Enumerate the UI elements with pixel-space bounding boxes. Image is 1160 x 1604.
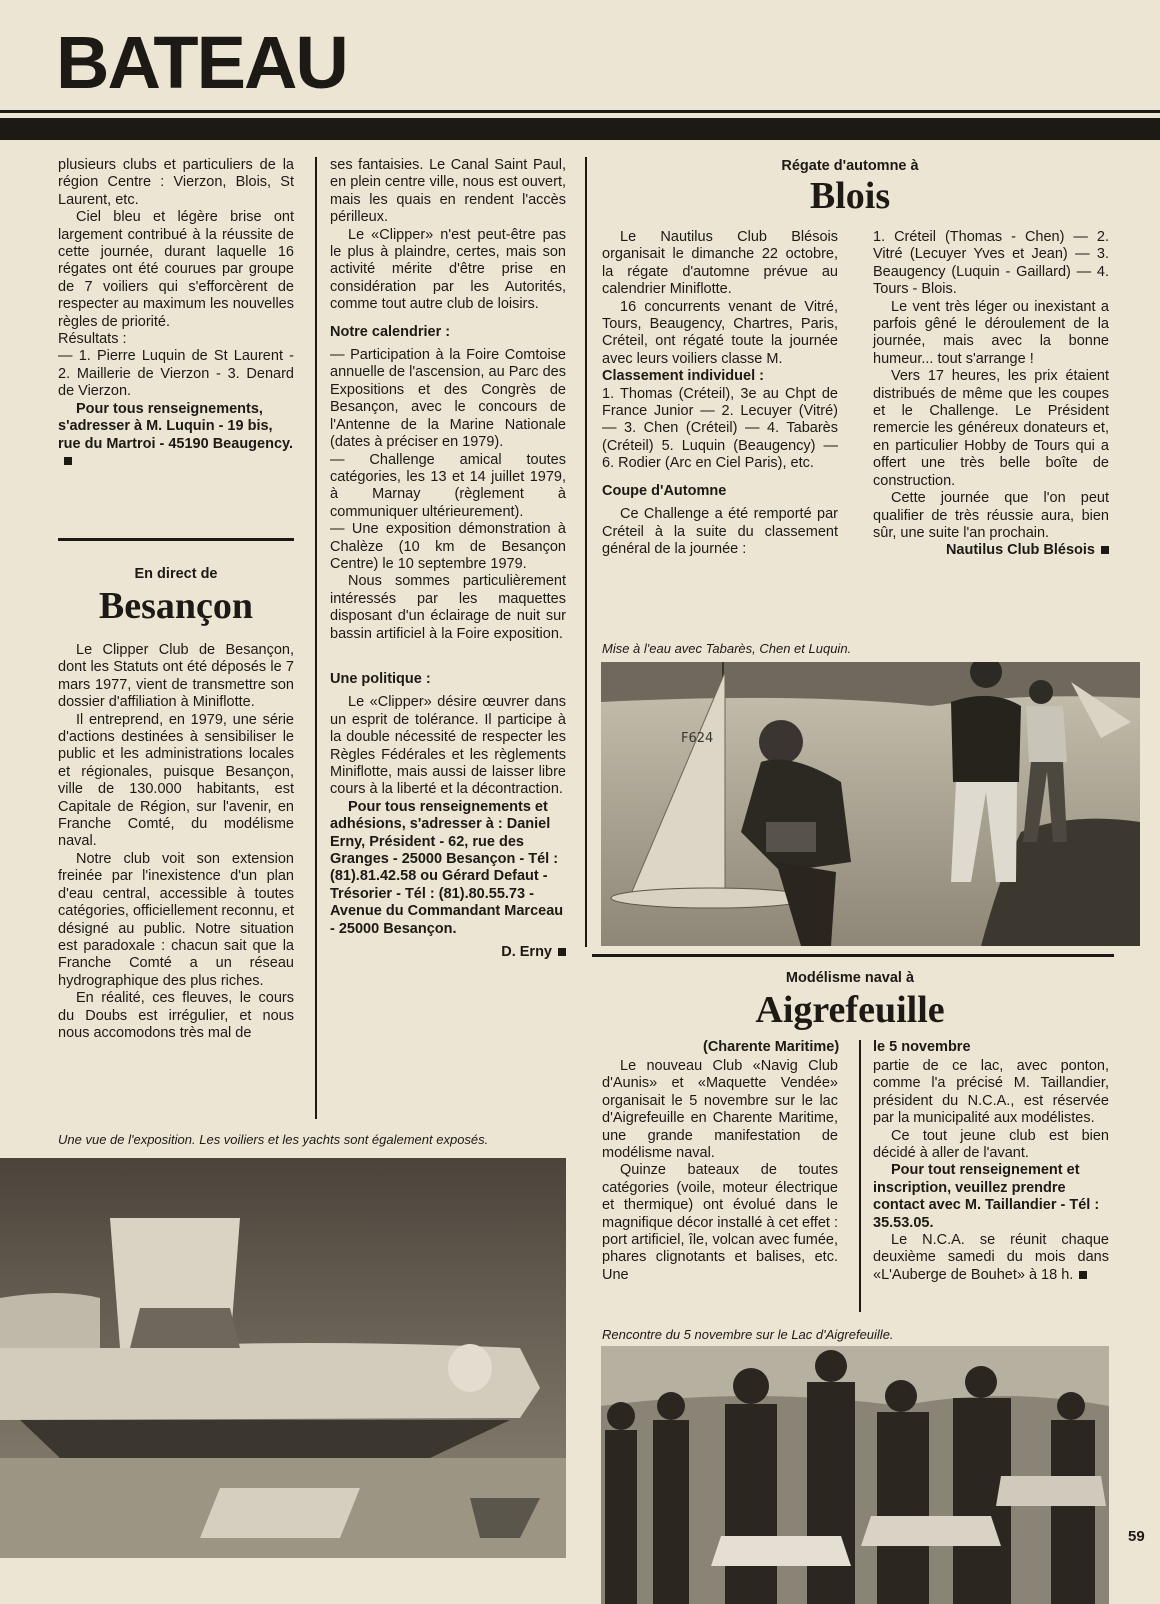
column-1-top (58, 157, 294, 470)
paragraph: Notre club voit son extension freinée par l'inexistence d'un plan d'eau central, accessible à toutes catégories, officiellement reconnu, et désigné au public. Notre situation est paradoxale : chacun sait que la Franche Comté a un réseau hydrographique des plus riches. (58, 850, 294, 989)
exhibition-photo (0, 1158, 566, 1558)
column-divider (859, 1040, 861, 1312)
subheading: Classement individuel : (602, 368, 764, 385)
paragraph: Le nouveau Club «Navig Club d'Aunis» et «Maquette Vendée» organisait le 5 novembre sur le lac d'Aigrefeuille en Charente Maritime, une grande manifestation de modélisme naval. (602, 1058, 838, 1162)
paragraph: Ce tout jeune club est bien décidé à aller de l'avant. (873, 1127, 1109, 1162)
paragraph: Le vent très léger ou inexistant a parfois gêné le déroulement de la journée, mais avec la bonne humeur... tout s'arrange ! (873, 298, 1109, 367)
sail-number: F624 (681, 731, 714, 746)
paragraph: 1. Thomas (Créteil), 3e au Chpt de France Junior — 2. Lecuyer (Vitré) — 3. Chen (Créteil) — 4. Tabarès (Créteil) 5. Luquin (Beaugency) — 6. Rodier (Arc en Ciel Paris), etc. (602, 385, 838, 472)
article-kicker: En direct de (134, 566, 218, 582)
end-mark-icon (64, 457, 72, 465)
article-title: Besançon (98, 585, 254, 627)
photo-caption: Rencontre du 5 novembre sur le Lac d'Aigrefeuille. (602, 1327, 894, 1342)
paragraph: Le N.C.A. se réunit chaque deuxième samedi du mois dans «L'Auberge de Bouhet» à 18 h. (873, 1232, 1109, 1283)
blois-column-left (602, 229, 838, 558)
page-number: 59 (1128, 1528, 1145, 1545)
paragraph: partie de ce lac, avec ponton, comme l'a précisé M. Taillandier, président du N.C.A., est réservée par la municipalité aux modélistes. (873, 1058, 1109, 1127)
divider (592, 954, 1114, 957)
article-title: Aigrefeuille (755, 989, 945, 1031)
section-title: BATEAU (56, 21, 347, 104)
paragraph: Résultats : (58, 331, 127, 348)
signature: D. Erny (330, 944, 566, 961)
paragraph: Il entreprend, en 1979, une série d'actions destinées à sensibiliser le public et les administrations locales et régionales, puisque Besançon, ville de 130.000 habitants, est Capitale de Région, sur l'avenir, en Franche Comté, du modélisme naval. (58, 711, 294, 850)
paragraph: Le «Clipper» désire œuvrer dans un esprit de tolérance. Il participe à la double nécessité de respecter les Règles Fédérales et les règlements Miniflotte, mais aussi de laisser libre cours à la liberté et la décontraction. (330, 694, 566, 798)
paragraph: Quinze bateaux de toutes catégories (voile, moteur électrique et thermique) ont évolué dans le magnifique décor installé à cet effet : port artificiel, île, volcan avec fumée, phares clignotants et balises, etc. Une (602, 1162, 838, 1283)
photo-caption: Une vue de l'exposition. Les voiliers et les yachts sont également exposés. (58, 1132, 489, 1147)
header-rule-thick (0, 118, 1160, 140)
paragraph: En réalité, ces fleuves, le cours du Doubs est irrégulier, et nous nous accomodons très mal de (58, 990, 294, 1041)
column-divider (315, 157, 317, 1119)
header-rule-thin (0, 110, 1160, 113)
regatta-photo (601, 662, 1140, 946)
article-subtitle: le 5 novembre (873, 1039, 971, 1055)
paragraph: Vers 17 heures, les prix étaient distribués de même que les coupes et le Challenge. Le Président remercie les généreux donateurs et, en particulier Hobby de Tours qui a offert une très belle boîte de construction. (873, 368, 1109, 489)
subheading: Une politique : (330, 670, 431, 687)
meeting-photo (601, 1346, 1109, 1604)
paragraph: 16 concurrents venant de Vitré, Tours, Beaugency, Chartres, Paris, Créteil, ont régaté toute la journée avec leurs voiliers classe M. (602, 298, 838, 367)
article-title: Blois (809, 175, 891, 217)
end-mark-icon (558, 948, 566, 956)
paragraph: Le «Clipper» n'est peut-être pas le plus à plaindre, certes, mais son activité mérite d'être prise en considération par les Autorités, comme tout autre club de loisirs. (330, 226, 566, 313)
paragraph: Ce Challenge a été remporté par Créteil à la suite du classement général de la journée : (602, 506, 838, 557)
column-1-bottom (58, 642, 294, 1042)
end-mark-icon (1079, 1271, 1087, 1279)
article-kicker: Régate d'automne à (781, 158, 919, 174)
paragraph: — Challenge amical toutes catégories, les 13 et 14 juillet 1979, à Marnay (règlement à communiquer ultérieurement). (330, 451, 566, 520)
aigrefeuille-column-left (602, 1058, 838, 1284)
paragraph: Ciel bleu et légère brise ont largement contribué à la réussite de cette journée, durant laquelle 16 régates ont été courues par groupe de 7 voiliers qui s'efforcèrent de respecter au maximum les nouvelles règles de priorité. (58, 209, 294, 330)
contact-paragraph: Pour tous renseignements, s'adresser à M. Luquin - 19 bis, rue du Martroi - 45190 Beaugency. (58, 401, 294, 471)
paragraph: plusieurs clubs et particuliers de la région Centre : Vierzon, Blois, St Laurent, etc. (58, 157, 294, 208)
article-kicker: Modélisme naval à (785, 970, 915, 986)
signature: Nautilus Club Blésois (873, 542, 1109, 559)
paragraph: — Participation à la Foire Comtoise annuelle de l'ascension, au Parc des Expositions et des Congrès de Besançon, avec le concours de l'Antenne de la Marine Nationale (dates à préciser en 1979). (330, 347, 566, 451)
paragraph: Cette journée que l'on peut qualifier de très réussie aura, bien sûr, une suite l'an prochain. (873, 490, 1109, 541)
paragraph: 1. Créteil (Thomas - Chen) — 2. Vitré (Lecuyer Yves et Jean) — 3. Beaugency (Luquin - Gaillard) — 4. Tours - Blois. (873, 229, 1109, 298)
subheading: Coupe d'Automne (602, 482, 727, 499)
contact-paragraph: Pour tout renseignement et inscription, veuillez prendre contact avec M. Taillandier - Tél : 35.53.05. (873, 1162, 1100, 1231)
photo-caption: Mise à l'eau avec Tabarès, Chen et Luquin. (602, 641, 852, 656)
column-2 (330, 157, 566, 961)
aigrefeuille-column-right (873, 1058, 1109, 1284)
contact-paragraph: Pour tous renseignements et adhésions, s'adresser à : Daniel Erny, Président - 62, rue des Granges - 25000 Besançon - Tél : (81).81.42.58 ou Gérard Defaut - Trésorier - Tél : (81).80.55.73 - Avenue du Commandant Marceau - 25000 Besançon. (330, 798, 564, 937)
end-mark-icon (1101, 546, 1109, 554)
column-divider (585, 157, 587, 947)
paragraph: Nous sommes particulièrement intéressés par les maquettes disposant d'un éclairage de nuit sur bassin artificiel à la Foire exposition. (330, 573, 566, 642)
paragraph: Le Clipper Club de Besançon, dont les Statuts ont été déposés le 7 mars 1977, vient de transmettre son dossier d'affiliation à Miniflotte. (58, 642, 294, 711)
paragraph: Le Nautilus Club Blésois organisait le dimanche 22 octobre, la régate d'automne prévue au calendrier Miniflotte. (602, 229, 838, 298)
paragraph: ses fantaisies. Le Canal Saint Paul, en plein centre ville, nous est ouvert, mais les quais en rendent l'accès périlleux. (330, 157, 566, 226)
subheading: Notre calendrier : (330, 323, 451, 340)
paragraph: — Une exposition démonstration à Chalèze (10 km de Besançon Centre) le 10 septembre 1979. (330, 521, 566, 572)
article-subtitle: (Charente Maritime) (703, 1039, 840, 1055)
paragraph: — 1. Pierre Luquin de St Laurent - 2. Maillerie de Vierzon - 3. Denard de Vierzon. (58, 348, 294, 400)
blois-column-right (873, 229, 1109, 560)
divider (58, 538, 294, 541)
